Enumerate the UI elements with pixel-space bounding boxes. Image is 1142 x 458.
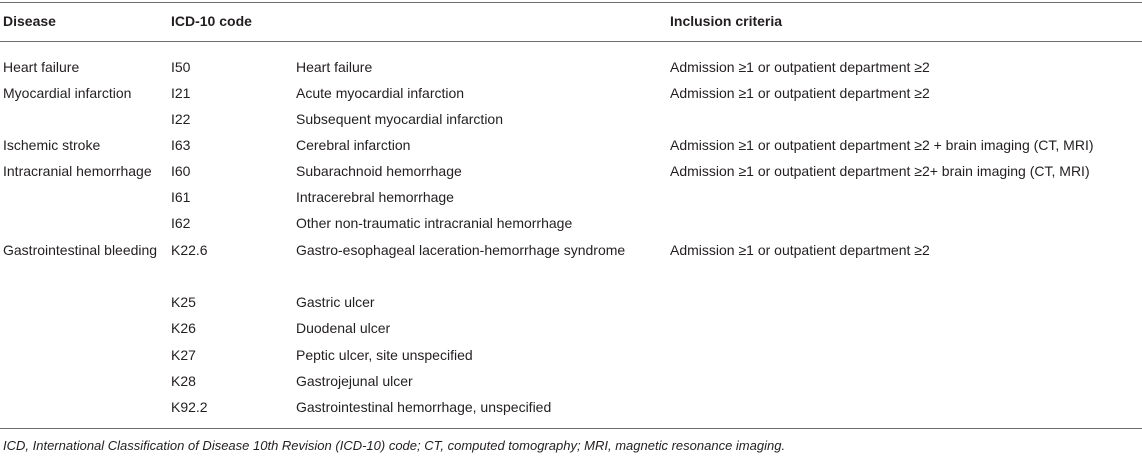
table-header: [0, 6, 1142, 36]
code-cell: I61: [171, 189, 191, 205]
criteria-cell: Admission ≥1 or outpatient department ≥2 + brain imaging (CT, MRI): [670, 137, 1094, 153]
description-cell: Cerebral infarction: [296, 137, 411, 153]
code-cell: I22: [171, 111, 191, 127]
disease-cell: Ischemic stroke: [3, 137, 101, 153]
bottom-rule: [0, 428, 1142, 429]
disease-cell: Myocardial infarction: [3, 85, 132, 101]
top-rule: [0, 2, 1142, 3]
header-icd-code: ICD-10 code: [171, 13, 252, 29]
code-cell: K25: [171, 294, 196, 310]
code-cell: I21: [171, 85, 191, 101]
code-cell: I50: [171, 59, 191, 75]
code-cell: K28: [171, 373, 196, 389]
description-cell: Other non-traumatic intracranial hemorrhage: [296, 215, 573, 231]
table-row: [0, 289, 1142, 315]
criteria-cell: Admission ≥1 or outpatient department ≥2: [670, 85, 930, 101]
code-cell: I63: [171, 137, 191, 153]
table-footnote: ICD, International Classification of Disease 10th Revision (ICD-10) code; CT, computed tomography; MRI, magnetic resonance imaging.: [3, 438, 786, 453]
disease-cell: Gastrointestinal bleeding: [3, 242, 158, 258]
header-disease: Disease: [3, 13, 56, 29]
table-row: [0, 132, 1142, 158]
code-cell: I62: [171, 215, 191, 231]
table-row: [0, 237, 1142, 263]
description-cell: Peptic ulcer, site unspecified: [296, 347, 473, 363]
code-cell: K92.2: [171, 399, 208, 415]
criteria-cell: Admission ≥1 or outpatient department ≥2: [670, 242, 930, 258]
header-inclusion-criteria: Inclusion criteria: [670, 13, 783, 29]
description-cell: Subarachnoid hemorrhage: [296, 163, 462, 179]
description-cell: Gastrojejunal ulcer: [296, 373, 413, 389]
table-row: [0, 342, 1142, 368]
disease-cell: Intracranial hemorrhage: [3, 163, 152, 179]
table-row: [0, 106, 1142, 132]
description-cell: Acute myocardial infarction: [296, 85, 465, 101]
table-row: [0, 210, 1142, 236]
code-cell: I60: [171, 163, 191, 179]
description-cell: Heart failure: [296, 59, 373, 75]
description-cell: Gastrointestinal hemorrhage, unspecified: [296, 399, 552, 415]
description-cell: Duodenal ulcer: [296, 320, 391, 336]
criteria-cell: Admission ≥1 or outpatient department ≥2: [670, 59, 930, 75]
header-rule: [0, 41, 1142, 42]
table-row: [0, 368, 1142, 394]
description-cell: Gastro-esophageal laceration-hemorrhage syndrome: [296, 242, 626, 258]
code-cell: K26: [171, 320, 196, 336]
table-row: [0, 54, 1142, 80]
description-cell: Subsequent myocardial infarction: [296, 111, 504, 127]
description-cell: Gastric ulcer: [296, 294, 375, 310]
disease-cell: Heart failure: [3, 59, 80, 75]
table-row: [0, 184, 1142, 210]
code-cell: K22.6: [171, 242, 208, 258]
code-cell: K27: [171, 347, 196, 363]
table-row: [0, 315, 1142, 341]
table-row: [0, 394, 1142, 420]
description-cell: Intracerebral hemorrhage: [296, 189, 454, 205]
criteria-cell: Admission ≥1 or outpatient department ≥2+ brain imaging (CT, MRI): [670, 163, 1090, 179]
table-row: [0, 80, 1142, 106]
table-row: [0, 158, 1142, 184]
